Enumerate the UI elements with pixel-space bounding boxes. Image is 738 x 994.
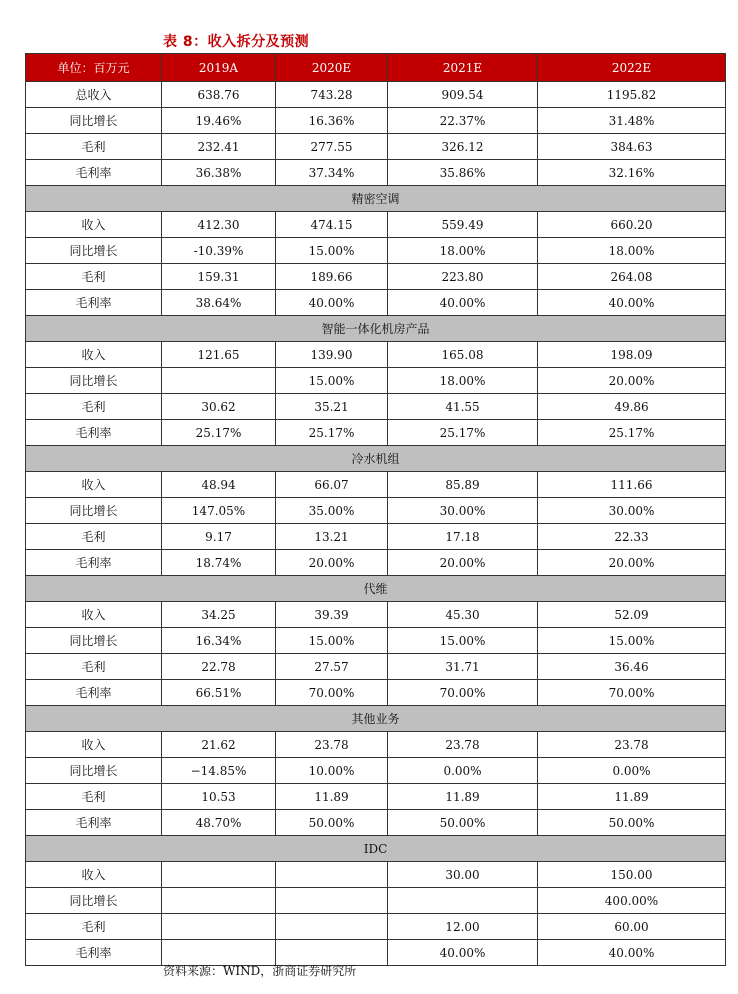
table-row: [26, 602, 726, 628]
table-cell: 1195.82: [538, 82, 726, 108]
row-label: 收入: [26, 342, 162, 368]
table-row: [26, 134, 726, 160]
table-cell: 22.37%: [388, 108, 538, 134]
section-header-row: [26, 576, 726, 602]
section-title: IDC: [26, 836, 726, 862]
table-cell: 638.76: [162, 82, 276, 108]
row-label: 同比增长: [26, 498, 162, 524]
table-cell: 19.46%: [162, 108, 276, 134]
table-row: [26, 810, 726, 836]
row-label: 同比增长: [26, 108, 162, 134]
table-cell: 36.38%: [162, 160, 276, 186]
table-cell: 23.78: [538, 732, 726, 758]
table-row: [26, 888, 726, 914]
row-label: 总收入: [26, 82, 162, 108]
table-cell: 12.00: [388, 914, 538, 940]
table-cell: 21.62: [162, 732, 276, 758]
table-cell: 165.08: [388, 342, 538, 368]
table-cell: 40.00%: [538, 290, 726, 316]
table-row: [26, 914, 726, 940]
table-row: [26, 758, 726, 784]
table-cell: 20.00%: [388, 550, 538, 576]
table-cell: 25.17%: [538, 420, 726, 446]
table-cell: 38.64%: [162, 290, 276, 316]
header-cell-unit: 单位：百万元: [26, 54, 162, 82]
table-cell: 11.89: [276, 784, 388, 810]
table-cell: 70.00%: [538, 680, 726, 706]
row-label: 毛利率: [26, 680, 162, 706]
table-cell: [162, 368, 276, 394]
table-cell: 0.00%: [388, 758, 538, 784]
row-label: 毛利率: [26, 420, 162, 446]
table-cell: 474.15: [276, 212, 388, 238]
table-cell: 70.00%: [276, 680, 388, 706]
table-cell: 20.00%: [276, 550, 388, 576]
table-cell: 150.00: [538, 862, 726, 888]
section-header-row: [26, 446, 726, 472]
row-label: 毛利: [26, 134, 162, 160]
table-cell: 30.62: [162, 394, 276, 420]
table-row: [26, 342, 726, 368]
table-row: [26, 212, 726, 238]
row-label: 收入: [26, 862, 162, 888]
table-cell: 198.09: [538, 342, 726, 368]
table-row: [26, 498, 726, 524]
section-header-row: [26, 316, 726, 342]
table-cell: 66.51%: [162, 680, 276, 706]
table-cell: 85.89: [388, 472, 538, 498]
section-header-row: [26, 186, 726, 212]
section-header-row: [26, 706, 726, 732]
table-cell: 159.31: [162, 264, 276, 290]
row-label: 毛利: [26, 914, 162, 940]
row-label: 毛利率: [26, 940, 162, 966]
table-cell: 18.74%: [162, 550, 276, 576]
table-cell: 45.30: [388, 602, 538, 628]
row-label: 毛利率: [26, 550, 162, 576]
table-row: [26, 654, 726, 680]
table-cell: 189.66: [276, 264, 388, 290]
table-cell: 30.00%: [388, 498, 538, 524]
row-label: 同比增长: [26, 888, 162, 914]
row-label: 毛利: [26, 654, 162, 680]
table-cell: 31.48%: [538, 108, 726, 134]
section-header-row: [26, 836, 726, 862]
table-cell: 17.18: [388, 524, 538, 550]
table-row: [26, 368, 726, 394]
table-cell: 30.00: [388, 862, 538, 888]
table-cell: 39.39: [276, 602, 388, 628]
table-row: [26, 680, 726, 706]
row-label: 毛利: [26, 524, 162, 550]
section-title: 代维: [26, 576, 726, 602]
header-cell-2019a: 2019A: [162, 54, 276, 82]
table-cell: 11.89: [538, 784, 726, 810]
table-cell: 49.86: [538, 394, 726, 420]
row-label: 收入: [26, 212, 162, 238]
table-cell: 30.00%: [538, 498, 726, 524]
row-label: 毛利率: [26, 160, 162, 186]
table-cell: [162, 862, 276, 888]
table-cell: 60.00: [538, 914, 726, 940]
table-cell: 18.00%: [388, 368, 538, 394]
table-row: [26, 628, 726, 654]
table-cell: 16.34%: [162, 628, 276, 654]
source-note: 资料来源：WIND，浙商证券研究所: [163, 964, 357, 978]
row-label: 同比增长: [26, 368, 162, 394]
table-cell: 27.57: [276, 654, 388, 680]
table-row: [26, 472, 726, 498]
table-cell: 35.00%: [276, 498, 388, 524]
table-cell: 40.00%: [538, 940, 726, 966]
table-row: [26, 238, 726, 264]
table-cell: 34.25: [162, 602, 276, 628]
header-row: [26, 54, 726, 82]
table-cell: 0.00%: [538, 758, 726, 784]
header-cell-2022e: 2022E: [538, 54, 726, 82]
table-cell: 139.90: [276, 342, 388, 368]
table-cell: 16.36%: [276, 108, 388, 134]
table-cell: 40.00%: [388, 290, 538, 316]
table-cell: 25.17%: [162, 420, 276, 446]
row-label: 毛利率: [26, 290, 162, 316]
table-cell: 121.65: [162, 342, 276, 368]
table-cell: 37.34%: [276, 160, 388, 186]
section-title: 冷水机组: [26, 446, 726, 472]
table-cell: 11.89: [388, 784, 538, 810]
table-cell: −14.85%: [162, 758, 276, 784]
row-label: 收入: [26, 472, 162, 498]
table-cell: -10.39%: [162, 238, 276, 264]
table-cell: 48.94: [162, 472, 276, 498]
table-cell: 264.08: [538, 264, 726, 290]
table-row: [26, 732, 726, 758]
table-cell: 15.00%: [388, 628, 538, 654]
table-cell: 31.71: [388, 654, 538, 680]
table-cell: 10.00%: [276, 758, 388, 784]
table-row: [26, 420, 726, 446]
row-label: 同比增长: [26, 238, 162, 264]
table-body: [26, 82, 726, 966]
header-cell-2021e: 2021E: [388, 54, 538, 82]
table-cell: 70.00%: [388, 680, 538, 706]
table-cell: 23.78: [276, 732, 388, 758]
table-cell: [162, 888, 276, 914]
table-row: [26, 290, 726, 316]
table-row: [26, 394, 726, 420]
table-cell: 15.00%: [276, 368, 388, 394]
table-cell: 18.00%: [538, 238, 726, 264]
table-cell: [276, 914, 388, 940]
revenue-breakdown-table: [25, 53, 726, 966]
table-cell: 15.00%: [276, 238, 388, 264]
table-cell: [388, 888, 538, 914]
table-cell: 412.30: [162, 212, 276, 238]
table-row: [26, 108, 726, 134]
table-cell: 22.78: [162, 654, 276, 680]
table-cell: 232.41: [162, 134, 276, 160]
row-label: 同比增长: [26, 628, 162, 654]
table-cell: 15.00%: [538, 628, 726, 654]
table-cell: 25.17%: [276, 420, 388, 446]
row-label: 毛利: [26, 784, 162, 810]
table-cell: 35.86%: [388, 160, 538, 186]
table-cell: 41.55: [388, 394, 538, 420]
row-label: 收入: [26, 602, 162, 628]
table-cell: 277.55: [276, 134, 388, 160]
table-cell: 743.28: [276, 82, 388, 108]
section-title: 其他业务: [26, 706, 726, 732]
table-row: [26, 784, 726, 810]
section-title: 智能一体化机房产品: [26, 316, 726, 342]
table-cell: 18.00%: [388, 238, 538, 264]
table-cell: 50.00%: [388, 810, 538, 836]
table-cell: 9.17: [162, 524, 276, 550]
table-row: [26, 160, 726, 186]
table-cell: 20.00%: [538, 368, 726, 394]
section-title: 精密空调: [26, 186, 726, 212]
row-label: 毛利: [26, 394, 162, 420]
table-cell: 22.33: [538, 524, 726, 550]
table-row: [26, 550, 726, 576]
table-cell: 23.78: [388, 732, 538, 758]
header-cell-2020e: 2020E: [276, 54, 388, 82]
table-cell: 25.17%: [388, 420, 538, 446]
table-cell: 15.00%: [276, 628, 388, 654]
table-cell: 559.49: [388, 212, 538, 238]
table-cell: 384.63: [538, 134, 726, 160]
row-label: 收入: [26, 732, 162, 758]
table-cell: 50.00%: [276, 810, 388, 836]
table-cell: 52.09: [538, 602, 726, 628]
table-cell: 147.05%: [162, 498, 276, 524]
row-label: 毛利率: [26, 810, 162, 836]
table-cell: 909.54: [388, 82, 538, 108]
table-cell: 13.21: [276, 524, 388, 550]
table-cell: 40.00%: [276, 290, 388, 316]
table-title: 表 8：收入拆分及预测: [163, 34, 310, 50]
table-cell: 50.00%: [538, 810, 726, 836]
table-row: [26, 264, 726, 290]
table-cell: 66.07: [276, 472, 388, 498]
table-cell: 32.16%: [538, 160, 726, 186]
table-cell: 400.00%: [538, 888, 726, 914]
table-row: [26, 82, 726, 108]
row-label: 同比增长: [26, 758, 162, 784]
table-row: [26, 862, 726, 888]
table-cell: 10.53: [162, 784, 276, 810]
table-cell: 36.46: [538, 654, 726, 680]
table-cell: 111.66: [538, 472, 726, 498]
table-row: [26, 940, 726, 966]
table-cell: 20.00%: [538, 550, 726, 576]
table-row: [26, 524, 726, 550]
row-label: 毛利: [26, 264, 162, 290]
table-cell: 48.70%: [162, 810, 276, 836]
table-cell: 223.80: [388, 264, 538, 290]
table-cell: 35.21: [276, 394, 388, 420]
table-cell: [276, 862, 388, 888]
table-cell: [276, 888, 388, 914]
table-cell: [162, 914, 276, 940]
table-cell: 660.20: [538, 212, 726, 238]
table-cell: 326.12: [388, 134, 538, 160]
table-cell: 40.00%: [388, 940, 538, 966]
